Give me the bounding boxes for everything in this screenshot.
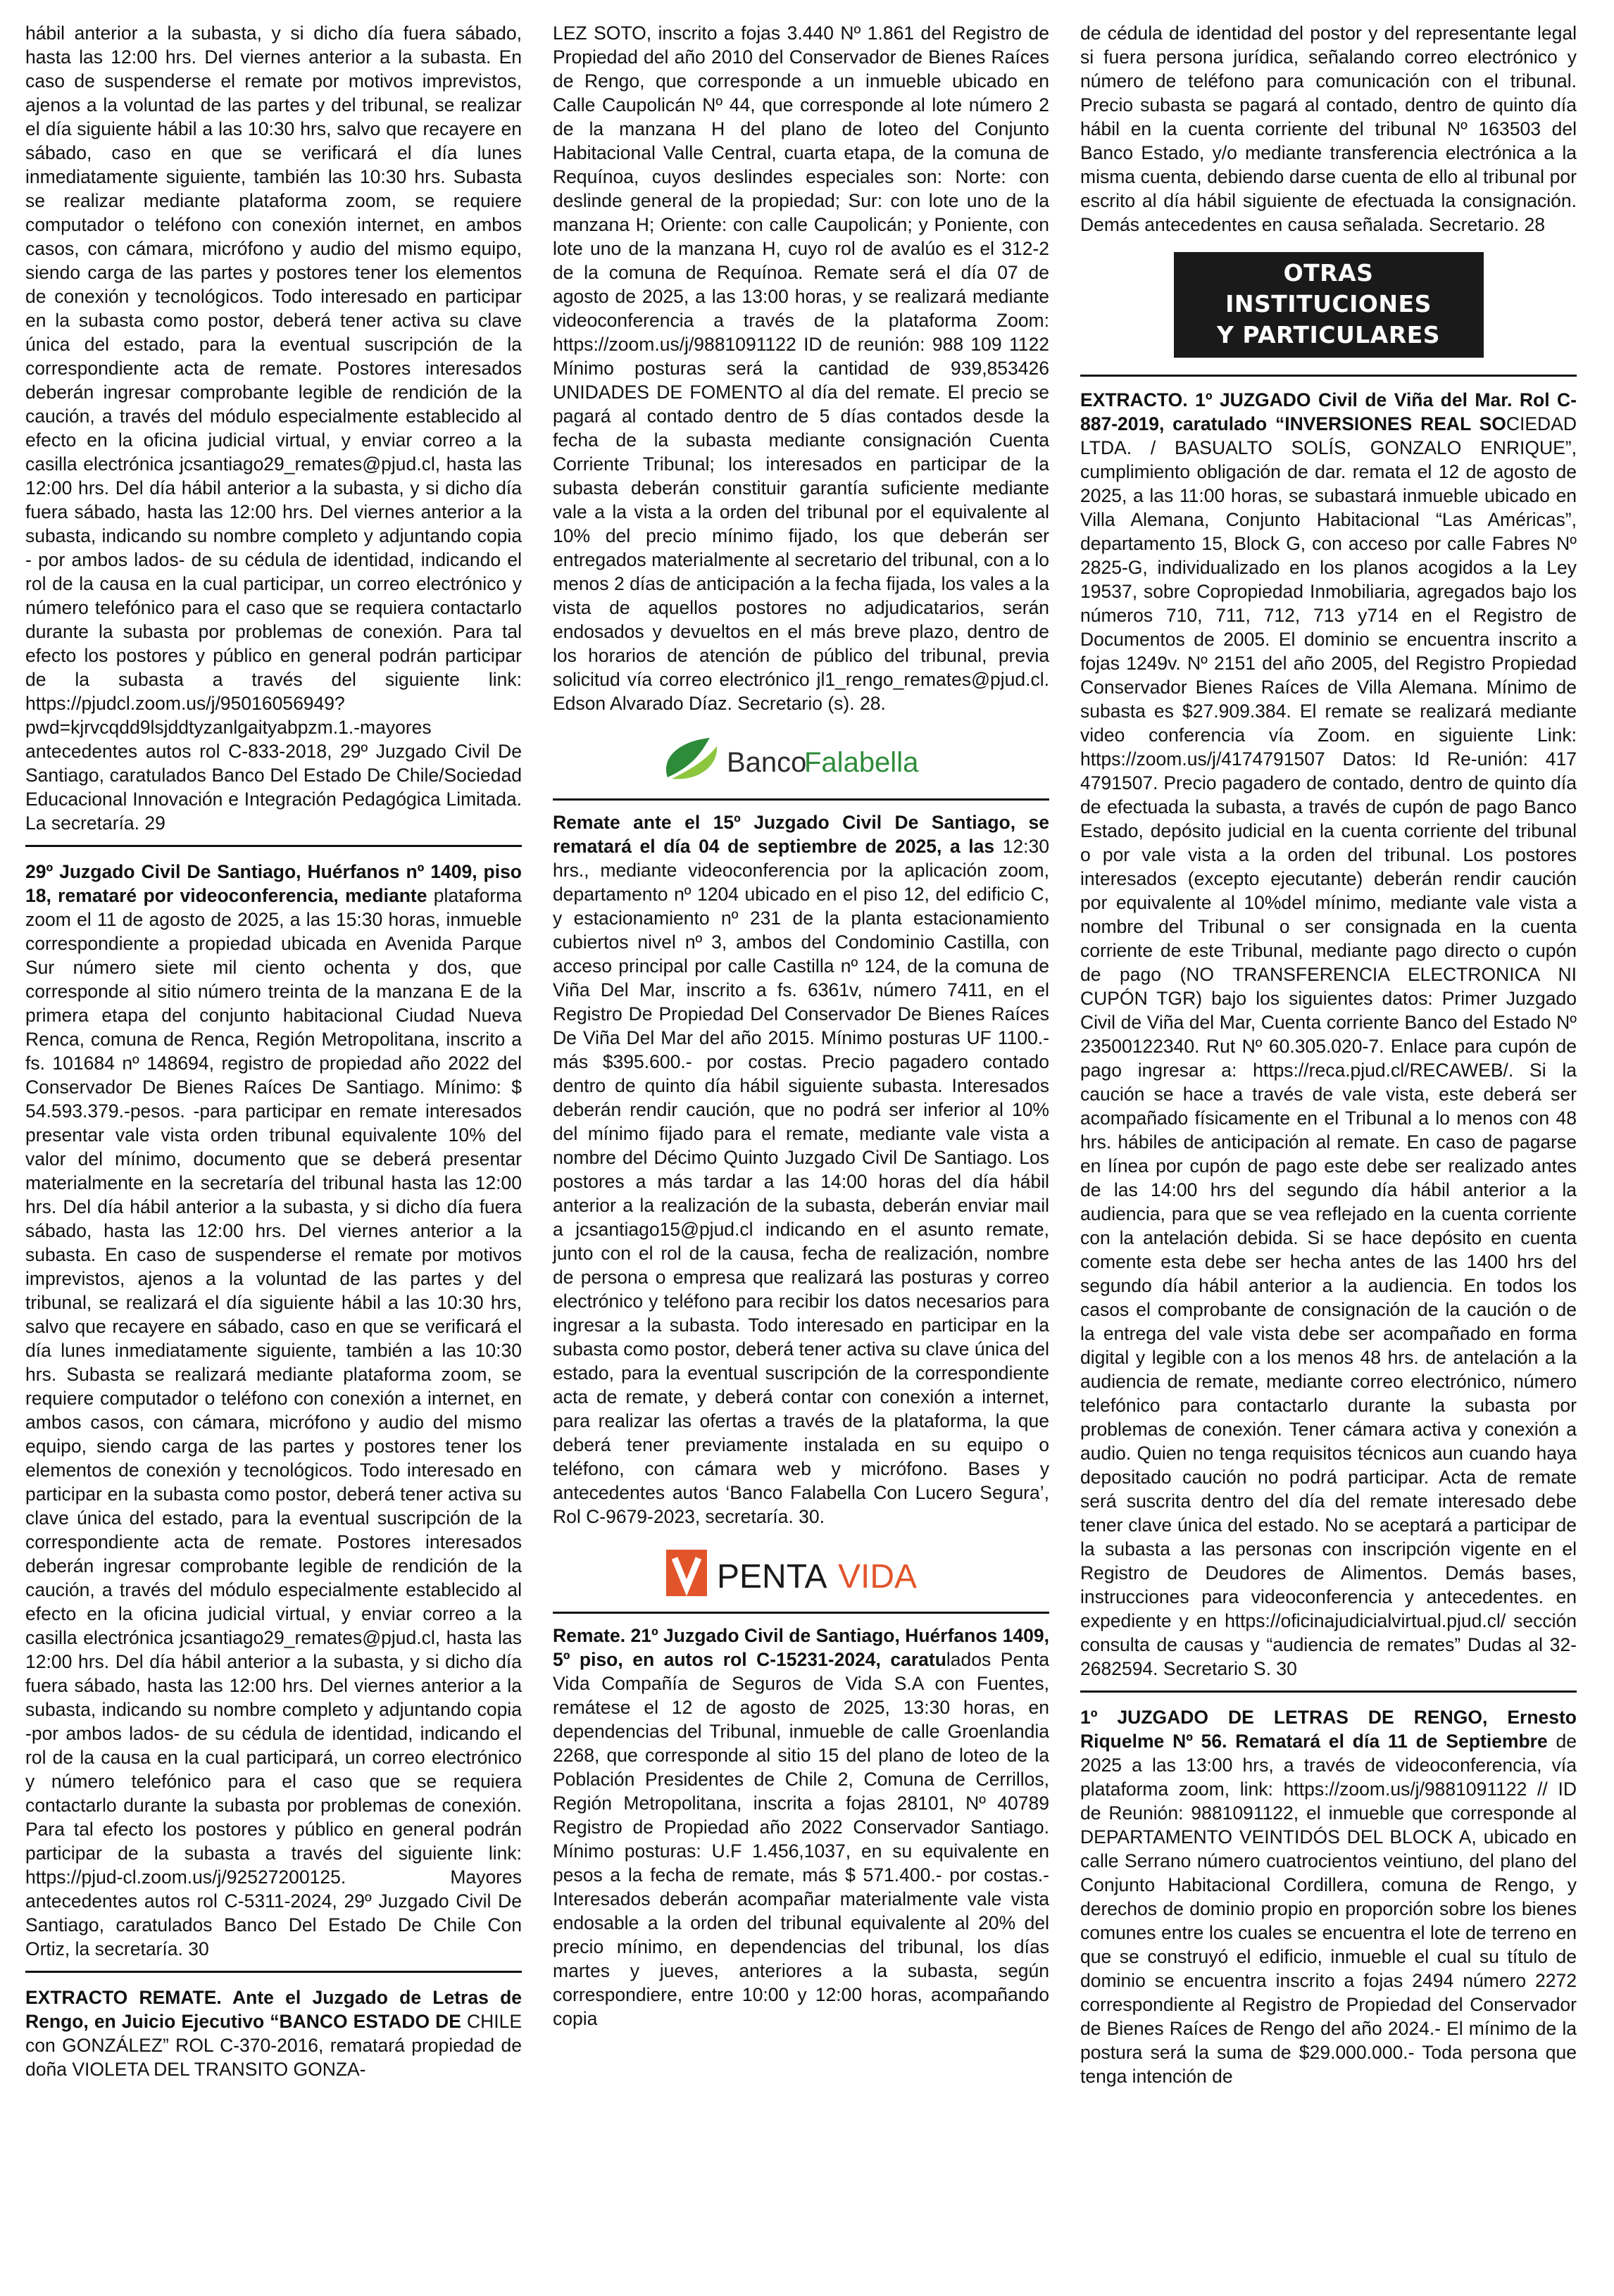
logo-text-vida: VIDA <box>837 1558 917 1595</box>
notice-21-juzgado <box>553 1624 1049 2031</box>
banco-falabella-logo-image <box>653 728 949 791</box>
column-2 <box>553 21 1049 2296</box>
notice-body: 12:30 hrs., mediante videoconferencia por la aplicación zoom, departamento nº 1204 ubicado en el piso 12, del edificio C, y estacionamiento nº 231 de la planta estacionamiento cubiertos nivel nº 3, ambos del Condominio Castilla, con acceso principal por calle Castilla nº 124, de la comuna de Viña Del Mar, inscrito a fs. 6361v, número 7411, en el Registro De Propiedad Del Conservador De Bienes Raíces De Viña Del Mar del año 2015. Mínimo posturas UF 1100.- más $395.600.- por costas. Precio pagadero contado dentro de quinto día hábil siguiente subasta. Interesados deberán rendir caución, que no podrá ser inferior al 10% del mínimo fijado para el remate, mediante vale vista a nombre del Décimo Quinto Juzgado Civil De Santiago. Los postores a más tardar a las 14:00 horas del día hábil anterior a la realización de la subasta, deberán enviar mail a jcsantiago15@pjud.cl indicando en el asunto remate, junto con el rol de la causa, fecha de realización, nombre de persona o empresa que realizará las posturas y correo electrónico y teléfono para recibir los datos necesarios para ingresar a la subasta. Todo interesado en participar en la subasta como postor, deberá tener activa su clave única del estado, para la eventual suscripción de la correspondiente acta de remate, y deberá contar con conexión a internet, para realizar las ofertas a través de la plataforma, la que deberá tener previamente instalada en su equipo o teléfono, con cámara web y micrófono. Bases y antecedentes autos ‘Banco Falabella Con Lucero Segura’, Rol C-9679-2023, secretaría. 30. <box>553 836 1049 1527</box>
section-heading-line-1: OTRAS INSTITUCIONES <box>1225 259 1432 318</box>
notice-29-juzgado <box>25 860 522 1961</box>
notice-body: CIEDAD LTDA. / BASUALTO SOLÍS, GONZALO ENRIQUE”, cumplimiento obligación de dar. remata el 12 de agosto de 2025, a las 11:00 horas, se subastará inmueble ubicado en Villa Alemana, Conjunto Habitacional “Las Américas”, departamento 15, Block G, con acceso por calle Fabres Nº 2825-G, individualizado en los planos acogidos a la Ley 19537, sobre Copropiedad Inmobiliaria, agregados bajo los números 710, 711, 712, 713 y714 en el Registro de Documentos de 2005. El dominio se encuentra inscrito a fojas 1249v. Nº 2151 del año 2005, del Registro Propiedad Conservador Bienes Raíces de Villa Alemana. Mínimo de subasta es $27.909.384. El remate se realizará mediante video conferencia vía Zoom. en siguiente Link: https://zoom.us/j/4174791507 Datos: Id Re-unión: 417 4791507. Precio pagadero de contado, dentro de quinto día de efectuada la subasta, a través de cupón de pago Banco Estado, depósito judicial en la cuenta corriente del tribunal o por vale vista a la orden del tribunal. Los postores interesados (excepto ejecutante) deberán rendir caución por equivalente al 10%del mínimo, mediante vale vista a nombre del Tribunal o ser consignada en la cuenta corriente de este Tribunal, mediante pago directo o cupón de pago (NO TRANSFERENCIA ELECTRONICA NI CUPÓN TGR) bajo los siguientes datos: Primer Juzgado Civil de Viña del Mar, Cuenta corriente Banco del Estado Nº 23500122340. Rut Nº 60.305.020-7. Enlace para cupón de pago ingresar a: https://reca.pjud.cl/RECAWEB/. Si la caución se hace a través de vale vista, este deberá ser acompañado físicamente en el Tribunal a lo menos con 48 hrs. hábiles de anticipación al remate. En caso de pagarse en línea por cupón de pago este debe ser realizado antes de las 14:00 hrs del segundo día hábil anterior a la audiencia, para que se vea reflejado en la cuenta corriente con la antelación debida. Si se hace depósito en cuenta comente esta debe ser hecha antes de las 1400 hrs del segundo día hábil anterior a la audiencia. En todos los casos el comprobante de consignación de la caución o de la entrega del vale vista debe ser acompañado en forma digital y legible con a los menos 48 hrs. de antelación a la audiencia de remate, mediante correo electrónico, número telefónico para contactarlo durante la subasta por problemas de conexión. Tener cámara activa y conexión a audio. Quien no tenga requisitos técnicos aun cuando haya depositado caución no podrá participar. Acta de remate será suscrita dentro del día del remate interesado debe tener clave única del estado. No se aceptará a participar de la subasta a las personas con inscripción vigente en el Registro de Deudores de Alimentos. Demás bases, instrucciones para videoconferencia y antecedentes. en expediente y en https://oficinajudicialvirtual.pjud.cl/ sección consulta de causas y “audiencia de remates” Dudas al 32-2682594. Secretario S. 30 <box>1080 413 1577 1679</box>
banco-falabella-logo <box>553 721 1049 801</box>
notice-continued <box>25 21 522 835</box>
penta-vida-logo <box>553 1534 1049 1614</box>
section-heading <box>1174 252 1484 358</box>
notice-lead: EXTRACTO. 1º JUZGADO Civil de Viña del Mar. Rol C-887-2019, caratulado “INVERSIONES REAL SO <box>1080 389 1577 434</box>
section-heading-line-2: Y PARTICULARES <box>1216 321 1441 349</box>
logo-text-falabella: Falabella <box>803 747 918 778</box>
notice-lead: 29º Juzgado Civil De Santiago, Huérfanos nº 1409, piso 18, remataré por videoconferencia, mediante <box>25 861 522 906</box>
notice-15-juzgado <box>553 810 1049 1529</box>
divider <box>25 845 522 847</box>
divider <box>1080 375 1577 377</box>
logo-text-banco: Banco <box>726 747 806 778</box>
column-3 <box>1080 21 1577 2296</box>
penta-vida-logo-image <box>653 1541 949 1605</box>
divider <box>25 1971 522 1973</box>
notice-continued <box>553 21 1049 715</box>
notice-extracto-vina <box>1080 388 1577 1681</box>
notice-lead: Remate. 21º Juzgado Civil de Santiago, Huérfanos 1409, 5º piso, en autos rol C-15231-2024, caratu <box>553 1625 1049 1670</box>
falabella-leaf-icon <box>666 738 717 779</box>
notice-body: LEZ SOTO, inscrito a fojas 3.440 Nº 1.861 del Registro de Propiedad del año 2010 del Conservador de Bienes Raíces de Rengo, que corresponde a un inmueble ubicado en Calle Caupolicán Nº 44, que corresponde al lote número 2 de la manzana H del plano de loteo del Conjunto Habitacional Valle Central, cuarta etapa, de la comuna de Requínoa, cuyos deslindes especiales son: Norte: con deslinde general de la propiedad; Sur: con lote uno de la manzana H; Oriente: con calle Caupolicán; y Poniente, con lote uno de la manzana H, cuyo rol de avalúo es el 312-2 de la comuna de Requínoa. Remate será el día 07 de agosto de 2025, a las 13:00 horas, y se realizará mediante videoconferencia a través de la plataforma Zoom: https://zoom.us/j/9881091122 ID de reunión: 988 109 1122 Mínimo posturas será la cantidad de 939,853426 UNIDADES DE FOMENTO al día del remate. El precio se pagará al contado dentro de 5 días contados desde la fecha de la subasta mediante consignación Cuenta Corriente Tribunal; los interesados en participar de la subasta deberán constituir garantía suficiente mediante vale a la vista a la orden del tribunal por el equivalente al 10% del precio mínimo fijado, los que deberán ser entregados materialmente al secretario del tribunal, con a lo menos 2 días de anticipación a la fecha fijada, los vales a la vista de aquellos postores no adjudicatarios, serán endosados y devueltos en el más breve plazo, dentro de los horarios de atención de público del tribunal, previa solicitud vía correo electrónico jl1_rengo_remates@pjud.cl. Edson Alvarado Díaz. Secretario (s). 28. <box>553 23 1049 714</box>
notice-body: de cédula de identidad del postor y del representante legal si fuera persona jurídica, señalando correo electrónico y número de teléfono para comunicación con el tribunal. Precio subasta se pagará al contado, dentro de quinto día hábil en la cuenta corriente del tribunal Nº 163503 del Banco Estado, y/o mediante transferencia electrónica a la misma cuenta, debiendo darse cuenta de ello al tribunal por escrito al día hábil siguiente de efectuada la consignación. Demás antecedentes en causa señalada. Secretario. 28 <box>1080 23 1577 235</box>
divider <box>1080 1690 1577 1693</box>
notice-body: plataforma zoom el 11 de agosto de 2025, a las 15:30 horas, inmueble correspondiente a propiedad ubicada en Avenida Parque Sur número siete mil ciento ochenta y dos, que corresponde al sitio número treinta de la manzana E de la primera etapa del conjunto habitacional Ciudad Nueva Renca, comuna de Renca, Región Metropolitana, inscrito a fs. 101684 nº 148694, registro de propiedad año 2022 del Conservador De Bienes Raíces De Santiago. Mínimo: $ 54.593.379.-pesos. -para participar en remate interesados presentar vale vista orden tribunal equivalente 10% del valor del mínimo, documento que se deberá presentar materialmente en la secretaría del tribunal hasta las 12:00 hrs. Del día hábil anterior a la subasta, y si dicho día fuera sábado, hasta las 12:00 hrs. Del viernes anterior a la subasta. En caso de suspenderse el remate por motivos imprevistos, ajenos a la voluntad de las partes y del tribunal, se realizará el día siguiente hábil a las 10:30 hrs, salvo que recayere en sábado, caso en que se verificará el día lunes inmediatamente siguiente, también a las 10:30 hrs. Subasta se realizará mediante plataforma zoom, se requiere computador o teléfono con conexión a internet, en ambos casos, con cámara, micrófono y audio del mismo equipo, siendo carga de las partes y postores tener los elementos de conexión y tecnológicos. Todo interesado en participar en la subasta como postor, deberá tener activa su clave única del estado, para la eventual suscripción de la correspondiente acta de remate. Postores interesados deberán ingresar comprobante legible de rendición de la caución, a través del módulo especialmente establecido al efecto en la oficina judicial virtual, y enviar correo a la casilla electrónica jcsantiago29_remates@pjud.cl, hasta las 12:00 hrs. Del día hábil anterior a la subasta, y si dicho día fuera sábado, hasta las 12:00 hrs. Del viernes anterior a la subasta, indicando su nombre completo y adjuntando copia -por ambos lados- de su cédula de identidad, indicando el rol de la causa en la cual participará, un correo electrónico y número telefónico para el caso que se requiera contactarlo durante la subasta por problemas de conexión. Para tal efecto los postores y público en general podrán participar de la subasta a través del siguiente link: https://pjud-cl.zoom.us/j/92527200125. Mayores antecedentes autos rol C-5311-2024, 29º Juzgado Civil De Santiago, caratulados Banco Del Estado De Chile Con Ortiz, la secretaría. 30 <box>25 885 522 1959</box>
logo-text-penta: PENTA <box>716 1558 827 1595</box>
notice-continued <box>1080 21 1577 237</box>
notice-body: CHILE con GONZÁLEZ” ROL C-370-2016, rematará propiedad de doña VIOLETA DEL TRANSITO GONZA- <box>25 2011 522 2080</box>
notice-body: hábil anterior a la subasta, y si dicho día fuera sábado, hasta las 12:00 hrs. Del viernes anterior a la subasta. En caso de suspenderse el remate por motivos imprevistos, ajenos a la voluntad de las partes y del tribunal, se realizar el día siguiente hábil a las 10:30 hrs, salvo que recayere en sábado, caso en que se verificará el día lunes inmediatamente siguiente, también las 10:30 hrs. Subasta se realizar mediante plataforma zoom, se requiere computador o teléfono con conexión internet, en ambos casos, con cámara, micrófono y audio del mismo equipo, siendo carga de las partes y postores tener los elementos de conexión y tecnológicos. Todo interesado en participar en la subasta como postor, deberá tener activa su clave única del estado, para la eventual suscripción de la correspondiente acta de remate. Postores interesados deberán ingresar comprobante legible de rendición de la caución, a través del módulo especialmente establecido al efecto en la oficina judicial virtual, y enviar correo a la casilla electrónica jcsantiago29_remates@pjud.cl, hasta las 12:00 hrs. Del día hábil anterior a la subasta, y si dicho día fuera sábado, hasta las 12:00 hrs. Del viernes anterior a la subasta, indicando su nombre completo y adjuntando copia - por ambos lados- de su cédula de identidad, indicando el rol de la causa en la cual participar, un correo electrónico y número telefónico para el caso que se requiera contactarlo durante la subasta por problemas de conexión. Para tal efecto los postores y público en general podrán participar de la subasta a través del siguiente link: https://pjudcl.zoom.us/j/95016056949?pwd=kjrvcqdd9lsjddtyzanlgaityabpzm.1.-mayores antecedentes autos rol C-833-2018, 29º Juzgado Civil De Santiago, caratulados Banco Del Estado De Chile/Sociedad Educacional Innovación e Integración Pedagógica Limitada. La secretaría. 29 <box>25 23 522 834</box>
notice-extracto-rengo <box>25 1986 522 2081</box>
notice-body: lados Penta Vida Compañía de Seguros de Vida S.A con Fuentes, remátese el 12 de agosto de 2025, 13:30 horas, en dependencias del Tribunal, inmueble de calle Groenlandia 2268, que corresponde al sitio 15 del plano de loteo de la Población Presidentes de Chile 2, Comuna de Cerrillos, Región Metropolitana, inscrita a fojas 28101, Nº 40789 Registro de Propiedad año 2022 Conservador Santiago. Mínimo posturas: U.F 1.456,1037, en su equivalente en pesos a la fecha de remate, más $ 571.400.- por costas.- Interesados deberán acompañar materialmente vale vista endosable a la orden del tribunal equivalente al 20% del precio mínimo, en dependencias del tribunal, los días martes y jueves, anteriores a la subasta, según correspondiere, entre 10:00 y 12:00 horas, acompañando copia <box>553 1649 1050 2029</box>
notice-1-juzgado-rengo <box>1080 1705 1577 2088</box>
penta-v-icon <box>666 1550 707 1596</box>
notice-lead: 1º JUZGADO DE LETRAS DE RENGO, Ernesto Riquelme Nº 56. Rematará el día 11 de Septiembre <box>1080 1707 1577 1752</box>
column-1 <box>25 21 522 2296</box>
notice-lead: EXTRACTO REMATE. Ante el Juzgado de Letras de Rengo, en Juicio Ejecutivo “BANCO ESTADO DE <box>25 1987 522 2032</box>
notice-lead: Remate ante el 15º Juzgado Civil De Santiago, se rematará el día 04 de septiembre de 2025, a las <box>553 812 1049 857</box>
notice-body: de 2025 a las 13:00 hrs, a través de videoconferencia, vía plataforma zoom, link: https://zoom.us/j/9881091122 // ID de Reunión: 9881091122, el inmueble que corresponde al DEPARTAMENTO VEINTIDÓS DEL BLOCK A, ubicado en calle Serrano número cuatrocientos veintiuno, del plano del Conjunto Habitacional Cordillera, comuna de Rengo, y derechos de dominio propio en proporción sobre los bienes comunes entre los cuales se encuentra el lote de terreno en que se construyó el edificio, inmueble el cual su título de dominio se encuentra inscrito a fojas 2494 número 2272 correspondiente al Registro de Propiedad del Conservador de Bienes Raíces de Rengo del año 2024.- El mínimo de la postura será la suma de $29.000.000.- Toda persona que tenga intención de <box>1080 1731 1577 2087</box>
